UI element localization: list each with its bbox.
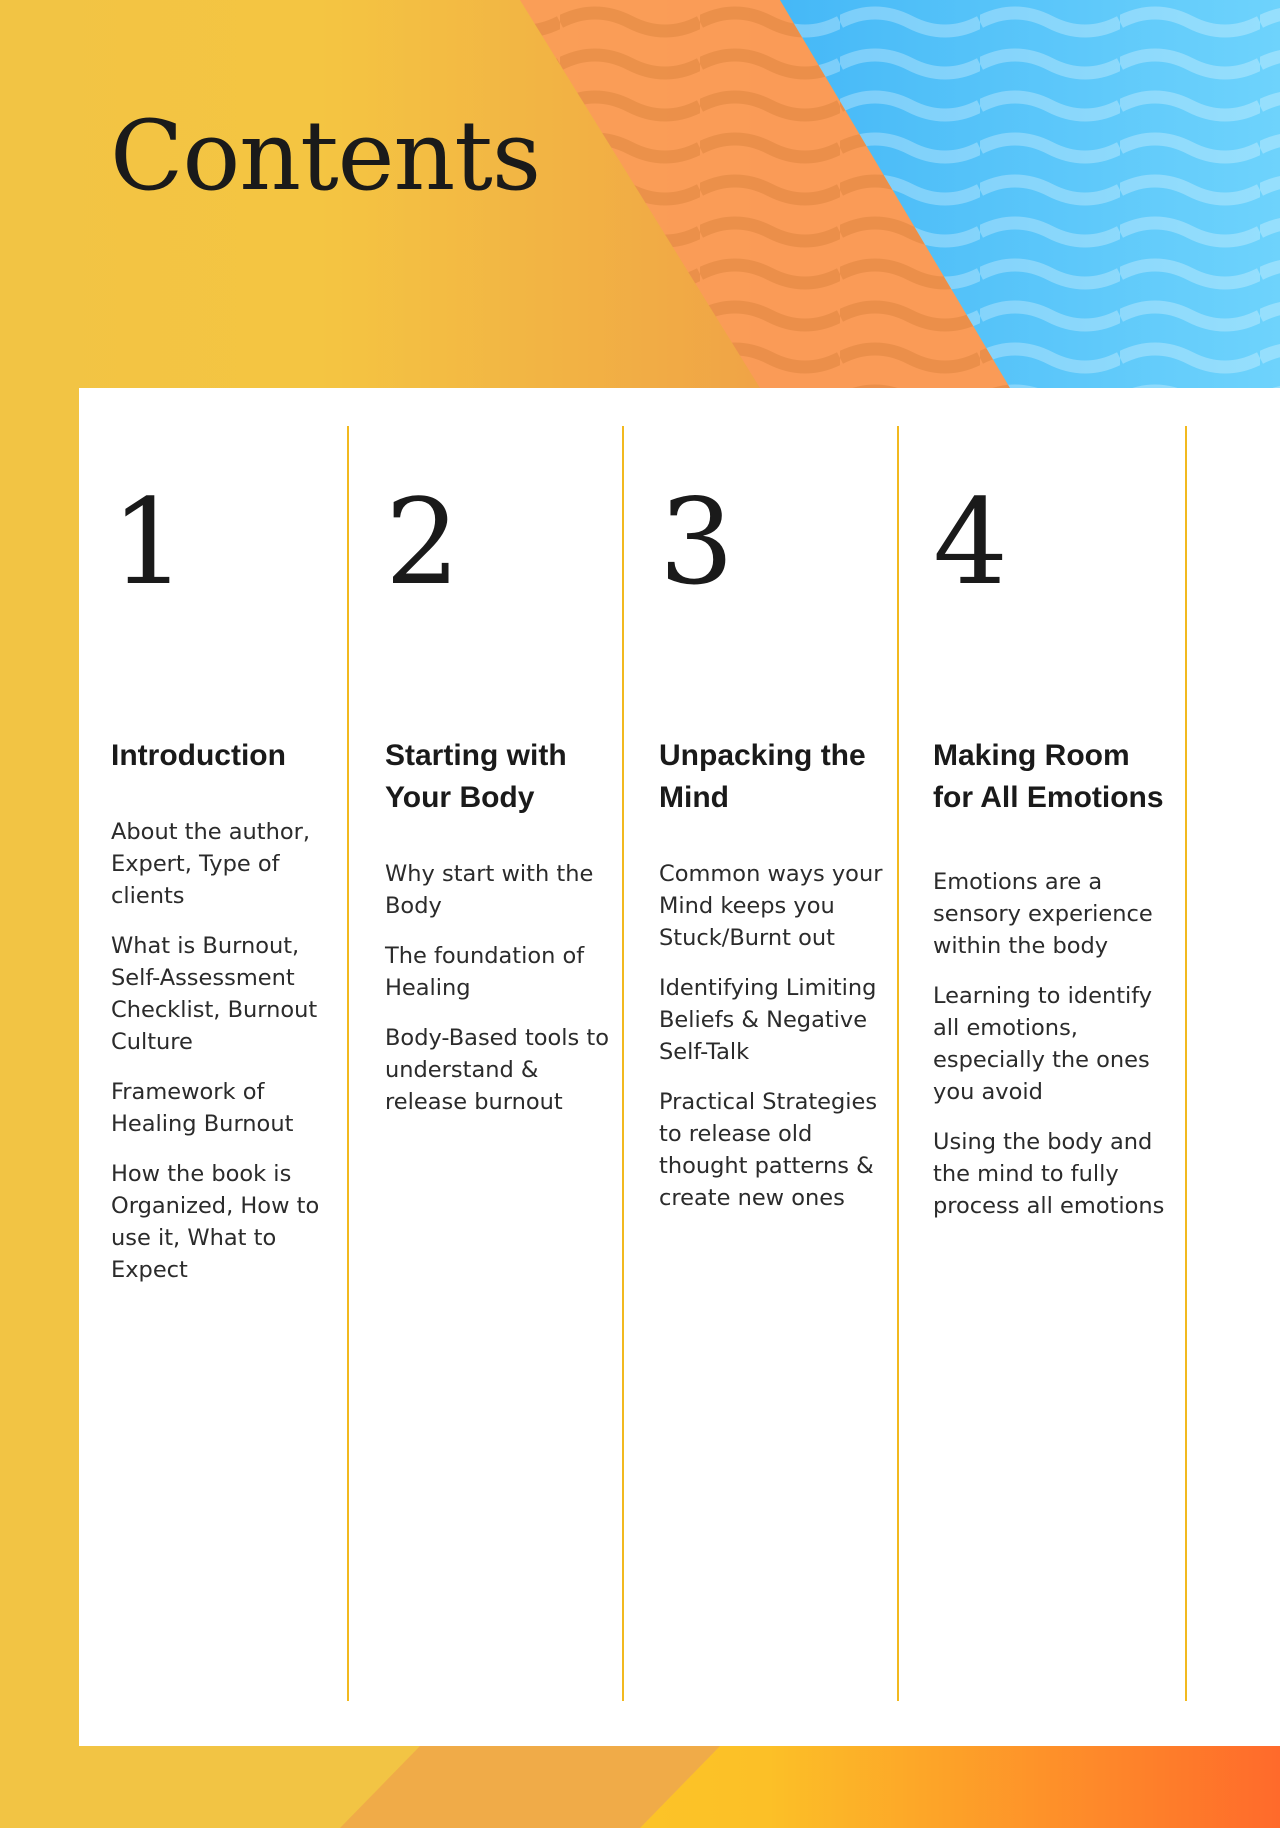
topic-item: Why start with the Body xyxy=(385,861,594,919)
topic-item: What is Burnout, Self-Assessment Checklist, Burnout Culture xyxy=(111,933,318,1055)
chapter-topics xyxy=(659,858,891,1232)
column-divider xyxy=(1185,426,1187,1701)
chapter-title: Making Room for All Emotions xyxy=(933,739,1164,814)
chapter-topics xyxy=(111,816,343,1304)
chapter-topics xyxy=(385,858,617,1136)
topic-item: Learning to identify all emotions, especially the ones you avoid xyxy=(933,983,1153,1105)
chapter-title: Starting with Your Body xyxy=(385,739,567,814)
chapter-number: 2 xyxy=(385,473,461,611)
column-divider xyxy=(622,426,624,1701)
contents-panel xyxy=(79,388,1280,1746)
topic-item: Identifying Limiting Beliefs & Negative Self-Talk xyxy=(659,975,877,1065)
topic-item: The foundation of Healing xyxy=(385,943,585,1001)
topic-item: How the book is Organized, How to use it, What to Expect xyxy=(111,1161,320,1283)
column-divider xyxy=(347,426,349,1701)
topic-item: Common ways your Mind keeps you Stuck/Burnt out xyxy=(659,861,883,951)
chapter-title: Introduction xyxy=(111,739,286,772)
topic-item: Body-Based tools to understand & release burnout xyxy=(385,1025,610,1115)
chapter-number: 3 xyxy=(659,473,735,611)
topic-item: Framework of Healing Burnout xyxy=(111,1079,294,1137)
chapter-number: 1 xyxy=(111,473,187,611)
topic-item: About the author, Expert, Type of clients xyxy=(111,819,311,909)
chapter-number: 4 xyxy=(933,473,1009,611)
chapter-topics xyxy=(933,866,1165,1240)
page-title: Contents xyxy=(110,100,541,212)
topic-item: Emotions are a sensory experience within the body xyxy=(933,869,1153,959)
column-divider xyxy=(897,426,899,1701)
chapter-title: Unpacking the Mind xyxy=(659,739,866,814)
topic-item: Practical Strategies to release old thought patterns & create new ones xyxy=(659,1089,878,1211)
topic-item: Using the body and the mind to fully process all emotions xyxy=(933,1129,1165,1219)
